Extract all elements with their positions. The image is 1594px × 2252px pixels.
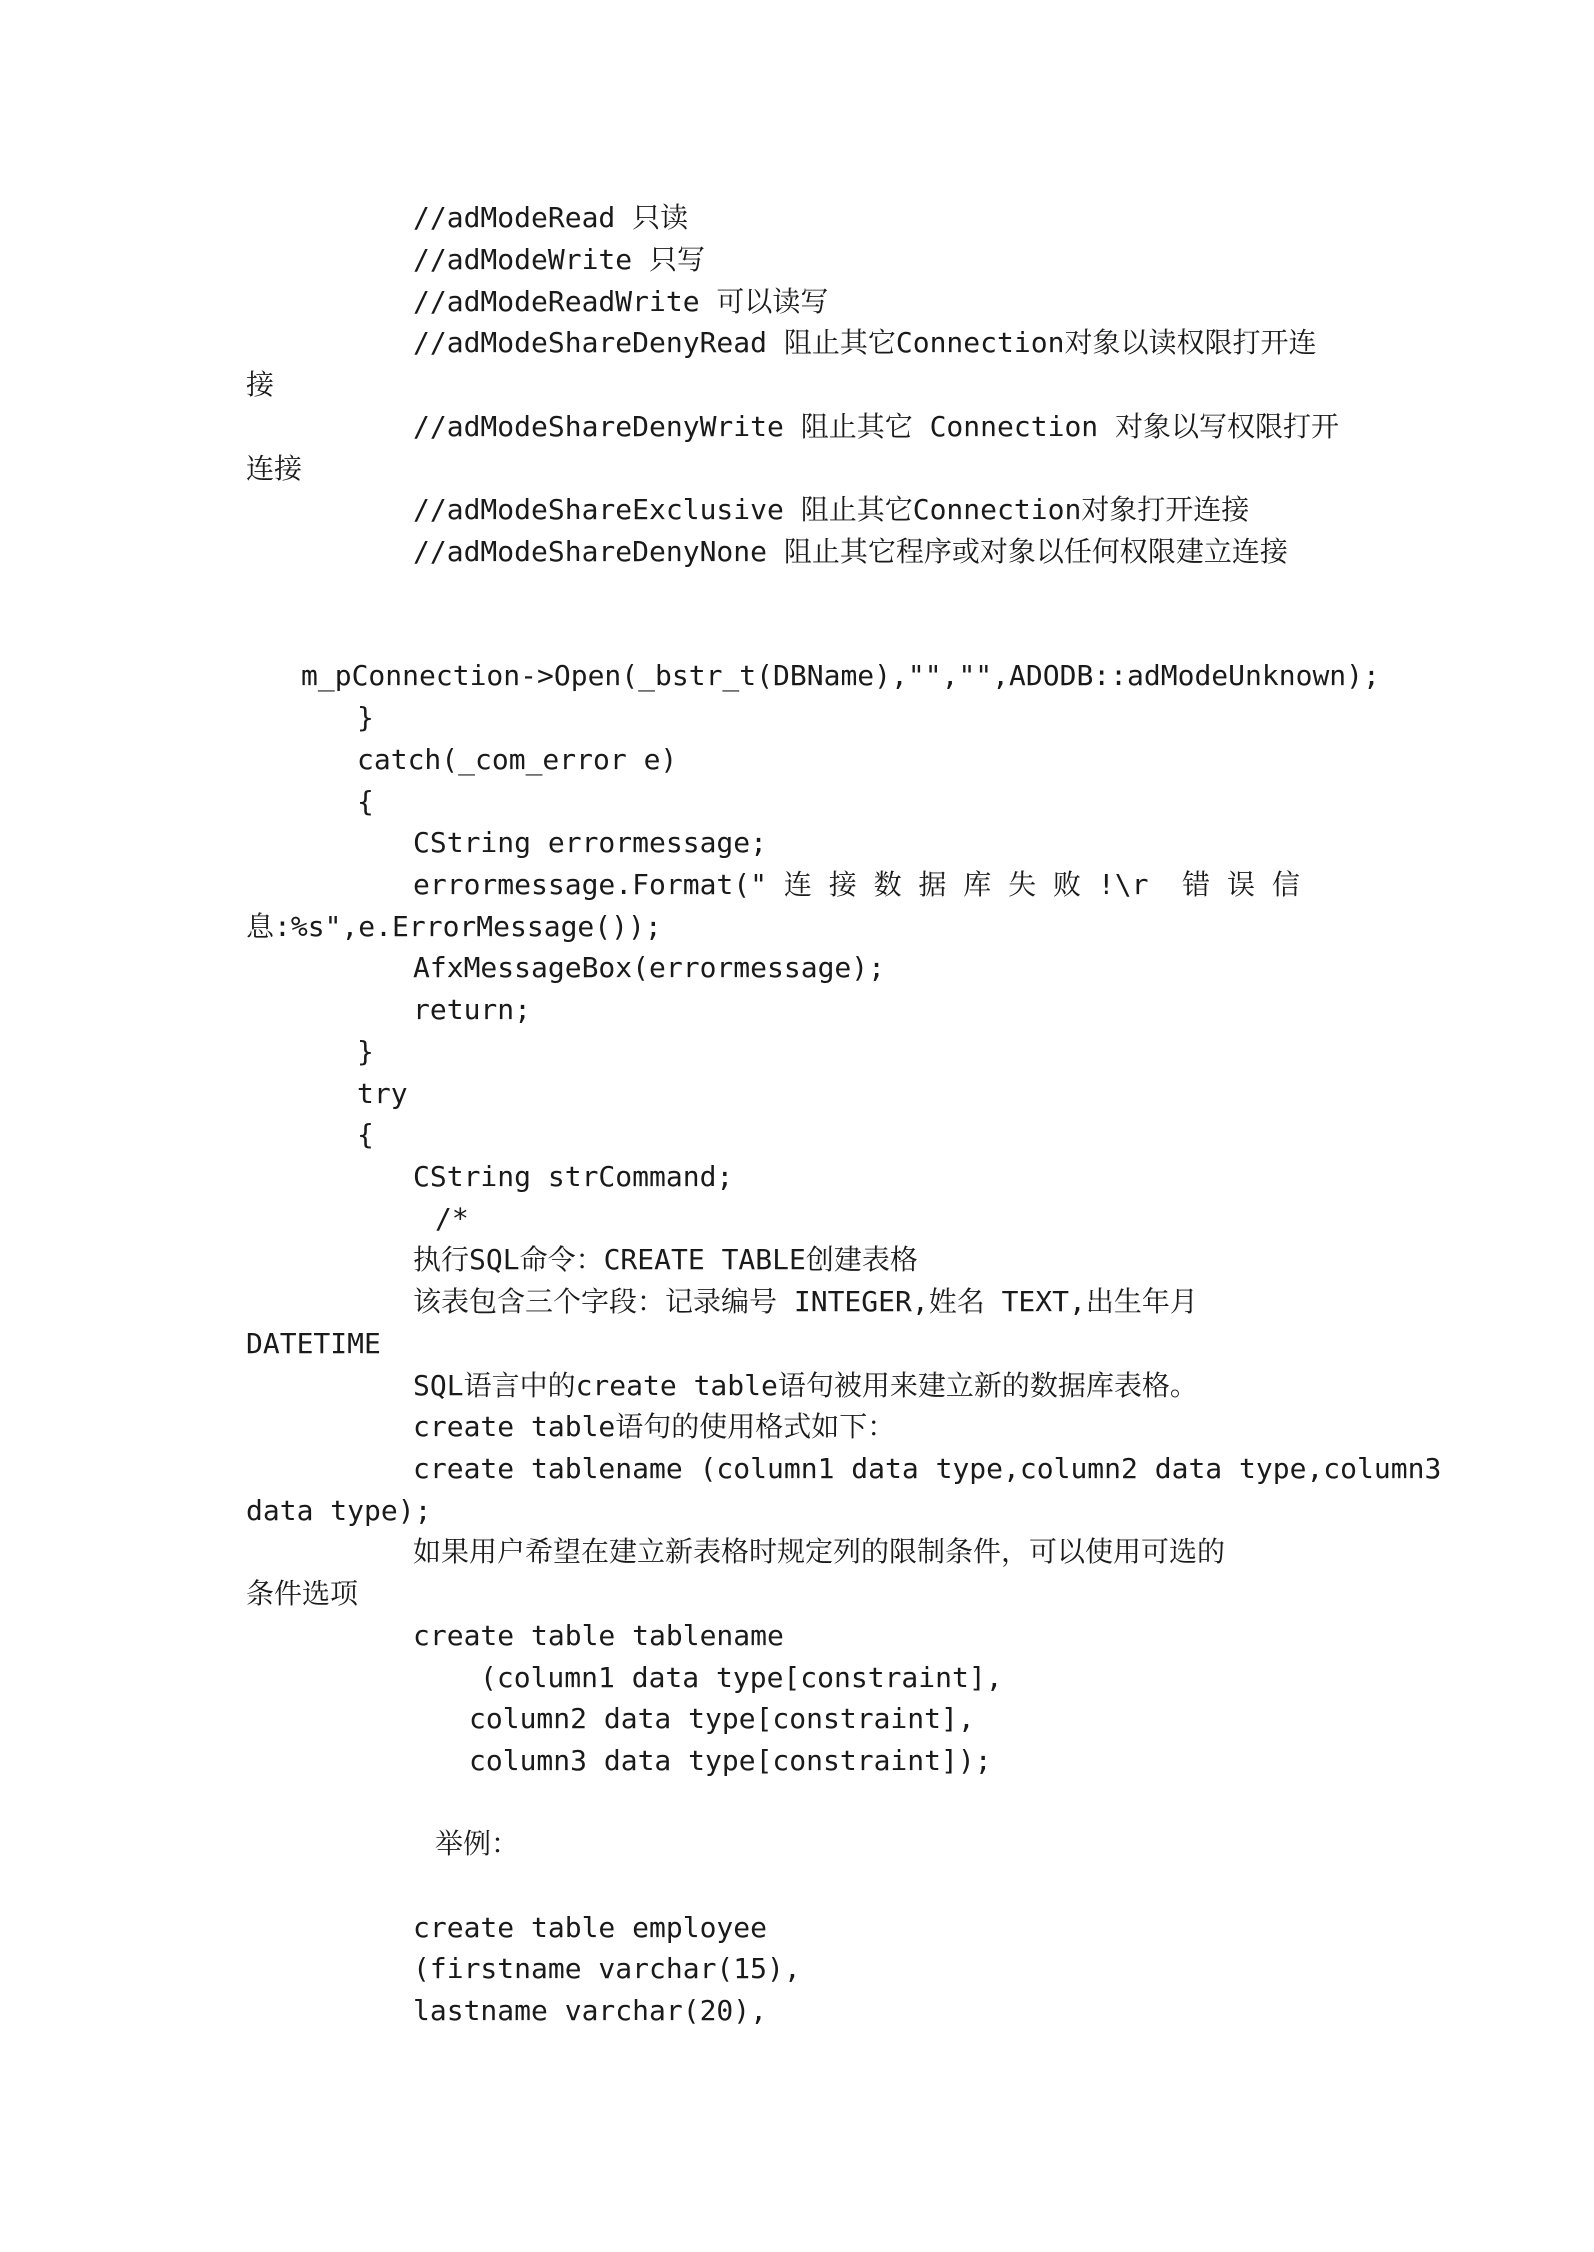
comment-line-sharedenyread-wrap: 接	[246, 368, 275, 401]
text-line-example-heading: 举例：	[435, 1827, 520, 1860]
code-line-format: errormessage.Format(" 连 接 数 据 库 失 败 !\r 错 误 信	[413, 868, 1300, 901]
code-line-close-brace-2: }	[357, 1035, 374, 1068]
text-line-syntax-wrap: data type);	[246, 1494, 432, 1527]
comment-line-admoderead: //adModeRead 只读	[413, 201, 689, 234]
code-line-open-connection: m_pConnection->Open(_bstr_t(DBName),"","",ADODB::adModeUnknown);	[301, 659, 1380, 692]
comment-line-sharedenywrite-wrap: 连接	[246, 452, 303, 485]
comment-line-sharedenynone: //adModeShareDenyNone 阻止其它程序或对象以任何权限建立连接	[413, 535, 1288, 568]
text-line-syntax: create tablename (column1 data type,column2 data type,column3	[413, 1452, 1442, 1485]
code-line-create-employee: create table employee	[413, 1911, 768, 1944]
code-line-return: return;	[413, 993, 532, 1026]
code-line-column1: (column1 data type[constraint],	[480, 1661, 1003, 1694]
comment-line-admodewrite: //adModeWrite 只写	[413, 243, 706, 276]
comment-line-admodereadwrite: //adModeReadWrite 可以读写	[413, 285, 829, 318]
code-line-cstring-errormessage: CString errormessage;	[413, 826, 768, 859]
code-line-column2: column2 data type[constraint],	[469, 1702, 975, 1735]
text-line-fields: 该表包含三个字段：记录编号 INTEGER,姓名 TEXT,出生年月	[413, 1285, 1198, 1318]
code-line-create-tablename: create table tablename	[413, 1619, 784, 1652]
code-line-cstring-strcommand: CString strCommand;	[413, 1160, 734, 1193]
code-line-messagebox: AfxMessageBox(errormessage);	[413, 951, 886, 984]
text-line-constraints-wrap: 条件选项	[246, 1577, 359, 1610]
code-line-open-brace: {	[357, 785, 374, 818]
text-line-execute-sql: 执行SQL命令：CREATE TABLE创建表格	[413, 1243, 918, 1276]
code-line-format-wrap: 息:%s",e.ErrorMessage());	[246, 910, 662, 943]
text-line-format-intro: create table语句的使用格式如下：	[413, 1410, 896, 1443]
code-line-open-brace-2: {	[357, 1118, 374, 1151]
comment-line-shareexclusive: //adModeShareExclusive 阻止其它Connection对象打开连接	[413, 493, 1250, 526]
code-line-catch: catch(_com_error e)	[357, 743, 678, 776]
text-line-fields-wrap: DATETIME	[246, 1327, 381, 1360]
code-line-try: try	[357, 1077, 408, 1110]
code-line-lastname: lastname varchar(20),	[413, 1994, 768, 2027]
code-line-comment-open: /*	[435, 1202, 469, 1235]
text-line-constraints: 如果用户希望在建立新表格时规定列的限制条件，可以使用可选的	[413, 1535, 1226, 1568]
code-line-column3: column3 data type[constraint]);	[469, 1744, 992, 1777]
code-line-close-brace: }	[357, 701, 374, 734]
comment-line-sharedenywrite: //adModeShareDenyWrite 阻止其它 Connection 对象以写权限打开	[413, 410, 1340, 443]
text-line-sql-create: SQL语言中的create table语句被用来建立新的数据库表格。	[413, 1369, 1198, 1402]
code-line-firstname: (firstname varchar(15),	[413, 1952, 801, 1985]
comment-line-sharedenyread: //adModeShareDenyRead 阻止其它Connection对象以读权限打开连	[413, 326, 1317, 359]
